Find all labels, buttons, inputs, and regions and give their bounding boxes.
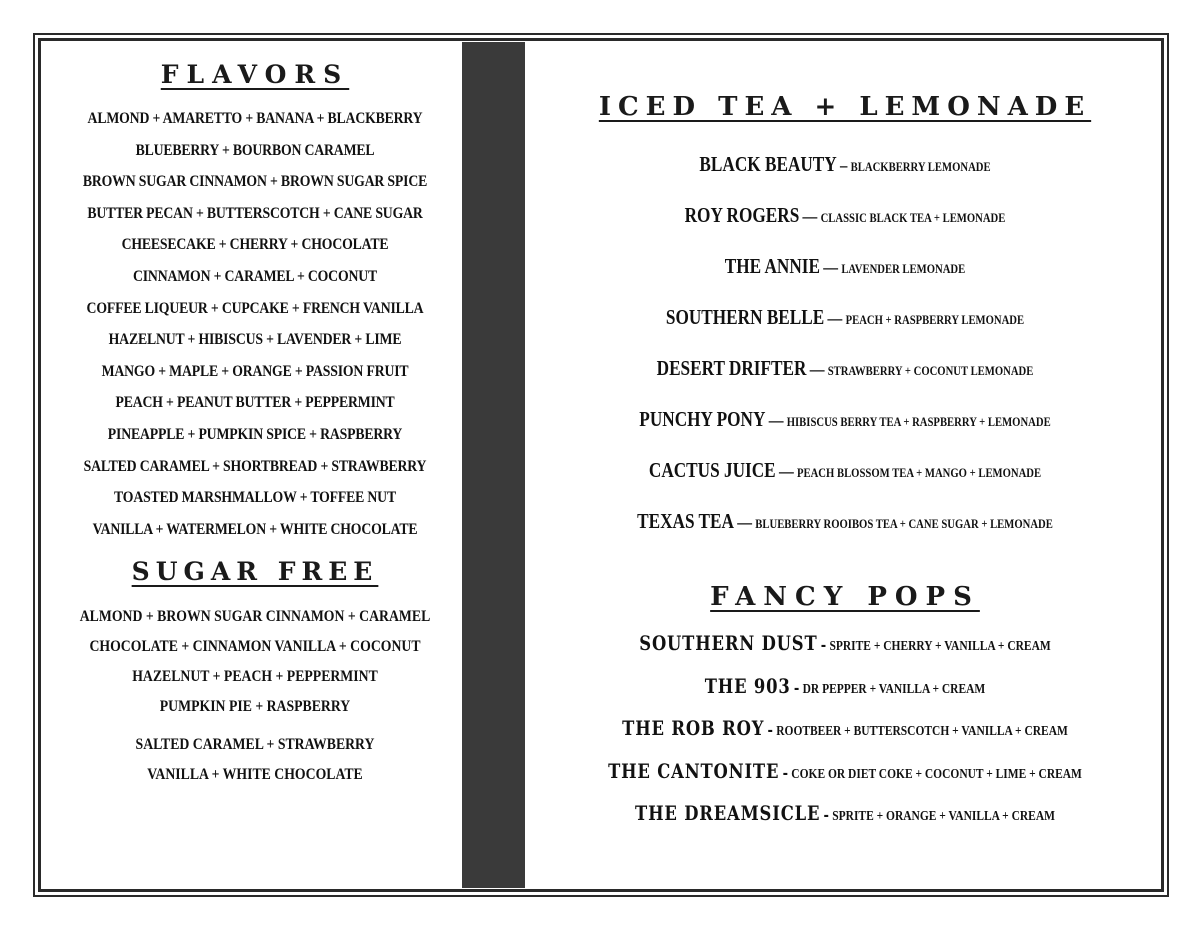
drink-separator: — <box>823 257 839 277</box>
flavors-heading: FLAVORS <box>160 60 350 89</box>
drink-name: CACTUS JUICE <box>648 458 776 482</box>
fancy-pop-item <box>595 752 1095 795</box>
right-page <box>540 94 1150 837</box>
drink-name: THE ANNIE <box>724 254 821 278</box>
menu-spine <box>462 42 525 888</box>
pop-separator: - <box>782 762 789 782</box>
drink-description: STRAWBERRY + COCONUT LEMONADE <box>827 363 1034 378</box>
pop-description: SPRITE + CHERRY + VANILLA + CREAM <box>829 639 1051 654</box>
drink-separator: — <box>768 410 784 430</box>
drink-description: BLUEBERRY ROOIBOS TEA + CANE SUGAR + LEMONADE <box>755 516 1053 531</box>
drink-separator: — <box>802 206 818 226</box>
left-page <box>45 62 465 790</box>
drink-description: BLACKBERRY LEMONADE <box>850 159 991 174</box>
fancy-pop-item <box>595 667 1095 710</box>
drink-name: ROY ROGERS <box>684 203 800 227</box>
drink-description: PEACH BLOSSOM TEA + MANGO + LEMONADE <box>796 465 1042 480</box>
pop-separator: - <box>793 677 800 697</box>
drink-separator: — <box>827 308 843 328</box>
pop-name: SOUTHERN DUST <box>639 631 818 655</box>
drink-description: CLASSIC BLACK TEA + LEMONADE <box>820 210 1006 225</box>
sugar-free-heading: SUGAR FREE <box>131 557 379 587</box>
pop-description: SPRITE + ORANGE + VANILLA + CREAM <box>832 809 1055 824</box>
sugar-free-list <box>45 602 465 790</box>
sugar-free-line: PUMPKIN PIE + RASPBERRY <box>159 698 351 716</box>
iced-tea-list <box>540 140 1150 548</box>
flavor-line: BUTTER PECAN + BUTTERSCOTCH + CANE SUGAR <box>87 204 423 222</box>
pop-description: COKE OR DIET COKE + COCONUT + LIME + CREAM <box>791 766 1082 782</box>
sugar-free-line: HAZELNUT + PEACH + PEPPERMINT <box>132 668 378 686</box>
flavor-line: HAZELNUT + HIBISCUS + LAVENDER + LIME <box>108 331 402 349</box>
drink-description: PEACH + RASPBERRY LEMONADE <box>845 312 1025 327</box>
pop-name: THE DREAMSICLE <box>635 801 821 825</box>
flavor-line: CINNAMON + CARAMEL + COCONUT <box>132 267 378 285</box>
iced-tea-item <box>595 191 1095 242</box>
drink-name: PUNCHY PONY <box>639 407 766 431</box>
drink-description: HIBISCUS BERRY TEA + RASPBERRY + LEMONADE <box>786 414 1051 429</box>
drink-separator: — <box>809 359 825 379</box>
sugar-free-line: ALMOND + BROWN SUGAR CINNAMON + CARAMEL <box>79 608 431 626</box>
drink-separator: — <box>778 461 794 481</box>
iced-tea-item <box>595 497 1095 548</box>
pop-description: DR PEPPER + VANILLA + CREAM <box>802 681 986 697</box>
pop-separator: - <box>823 805 829 824</box>
flavor-line: VANILLA + WATERMELON + WHITE CHOCOLATE <box>92 520 418 538</box>
drink-name: TEXAS TEA <box>637 509 734 533</box>
flavor-line: MANGO + MAPLE + ORANGE + PASSION FRUIT <box>101 362 409 380</box>
drink-separator: – <box>840 155 848 175</box>
flavor-line: COFFEE LIQUEUR + CUPCAKE + FRENCH VANILLA <box>86 299 424 317</box>
flavor-line: SALTED CARAMEL + SHORTBREAD + STRAWBERRY <box>83 457 427 475</box>
flavor-line: TOASTED MARSHMALLOW + TOFFEE NUT <box>114 489 396 507</box>
flavors-list <box>45 103 465 545</box>
drink-description: LAVENDER LEMONADE <box>841 261 966 276</box>
drink-name: SOUTHERN BELLE <box>665 305 825 329</box>
fancy-pops-heading: FANCY POPS <box>710 582 980 612</box>
flavor-line: ALMOND + AMARETTO + BANANA + BLACKBERRY <box>87 110 423 127</box>
iced-tea-item <box>595 140 1095 191</box>
flavor-line: CHEESECAKE + CHERRY + CHOCOLATE <box>121 236 389 254</box>
pop-description: ROOTBEER + BUTTERSCOTCH + VANILLA + CREAM <box>776 724 1068 739</box>
iced-tea-item <box>595 395 1095 446</box>
sugar-free-line: VANILLA + WHITE CHOCOLATE <box>147 766 363 784</box>
flavor-line: BROWN SUGAR CINNAMON + BROWN SUGAR SPICE <box>82 173 428 191</box>
iced-tea-item <box>595 446 1095 497</box>
pop-name: THE 903 <box>704 673 791 698</box>
drink-name: DESERT DRIFTER <box>656 356 807 380</box>
pop-name: THE ROB ROY <box>622 716 765 740</box>
flavor-line: PINEAPPLE + PUMPKIN SPICE + RASPBERRY <box>107 425 403 443</box>
fancy-pop-item <box>595 624 1095 667</box>
pop-separator: - <box>820 635 827 654</box>
sugar-free-line: CHOCOLATE + CINNAMON VANILLA + COCONUT <box>89 638 421 656</box>
pop-name: THE CANTONITE <box>608 758 780 783</box>
iced-tea-item <box>595 344 1095 395</box>
iced-tea-heading: ICED TEA + LEMONADE <box>598 92 1092 122</box>
iced-tea-item <box>595 242 1095 293</box>
fancy-pop-item <box>595 794 1095 837</box>
fancy-pops-list <box>540 624 1150 837</box>
sugar-free-line: SALTED CARAMEL + STRAWBERRY <box>135 736 375 754</box>
iced-tea-item <box>595 293 1095 344</box>
drink-name: BLACK BEAUTY <box>699 152 837 176</box>
fancy-pop-item <box>595 709 1095 752</box>
pop-separator: - <box>767 720 773 739</box>
drink-separator: — <box>737 512 752 532</box>
flavor-line: BLUEBERRY + BOURBON CARAMEL <box>135 141 375 159</box>
flavor-line: PEACH + PEANUT BUTTER + PEPPERMINT <box>115 394 395 412</box>
